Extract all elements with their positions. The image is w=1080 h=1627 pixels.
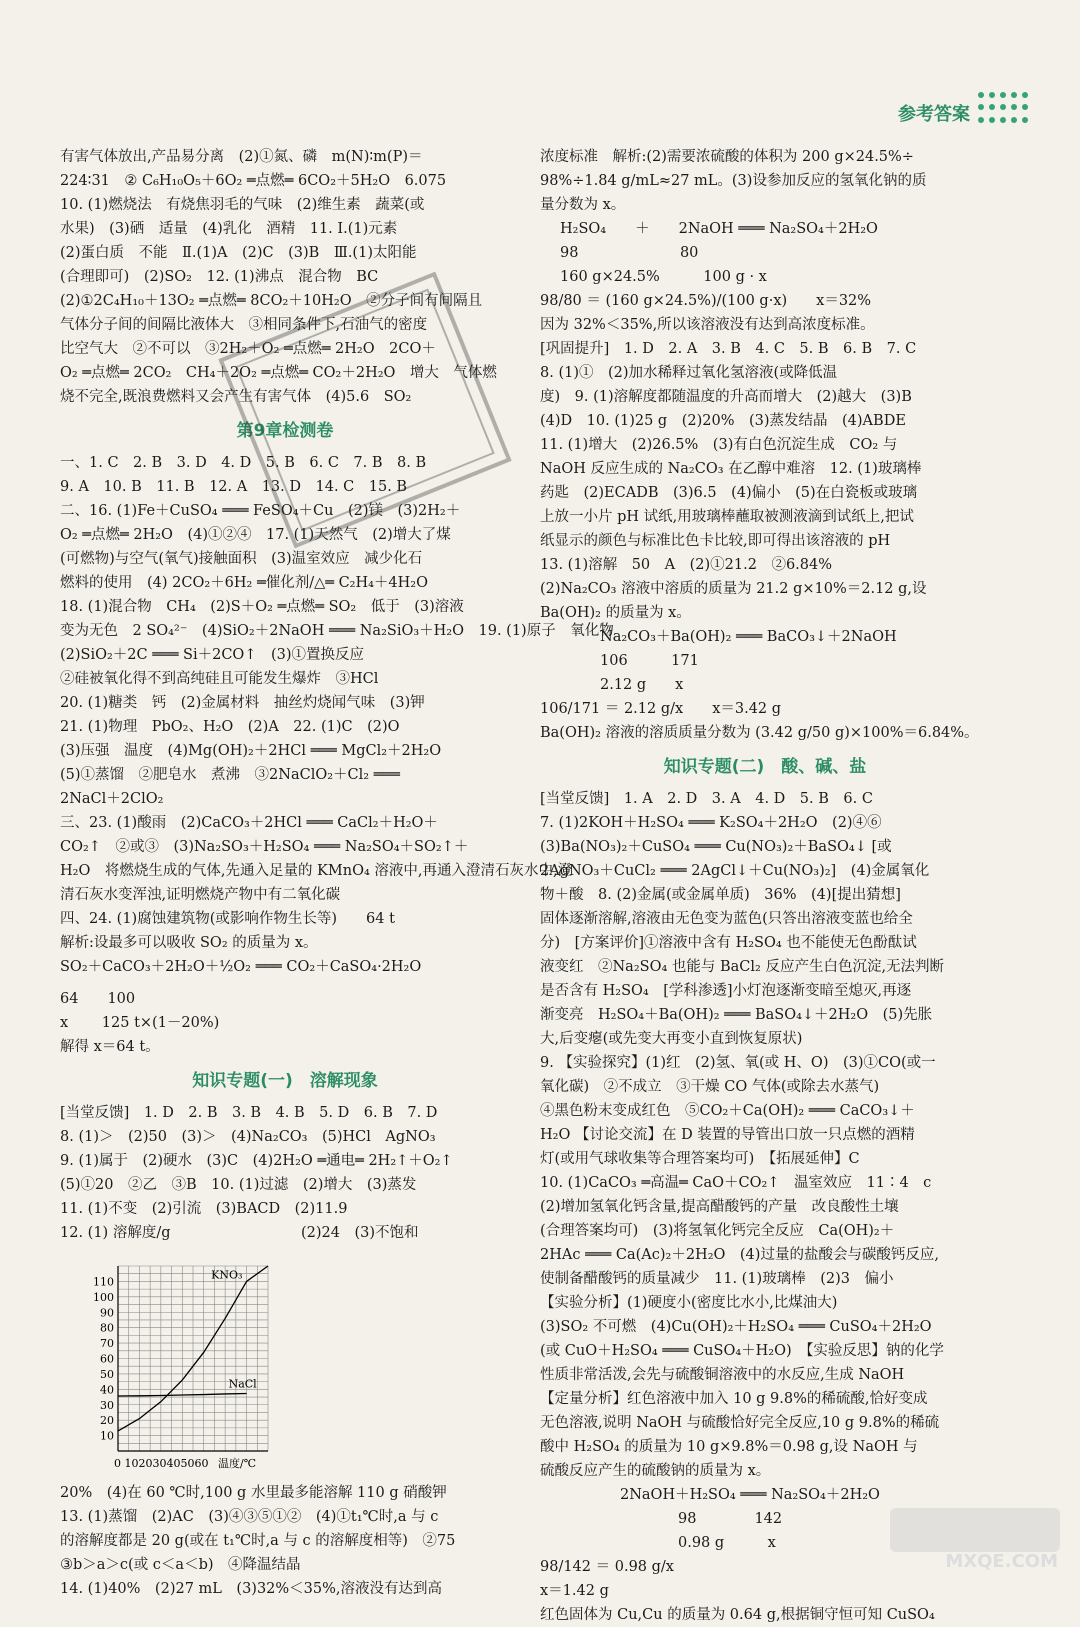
section-title-topic1: 知识专题(一) 溶解现象 <box>192 1071 378 1091</box>
text-line: 10. (1)燃烧法 有烧焦羽毛的气味 (2)维生素 蔬菜(或 <box>60 197 425 213</box>
eq-right3-line2: 98 142 <box>620 1511 783 1527</box>
text-line: (2)Na₂CO₃ 溶液中溶质的质量为 21.2 g×10%＝2.12 g,设 <box>540 581 927 597</box>
text-line: 98%÷1.84 g/mL≈27 mL。(3)设参加反应的氢氧化钠的质 <box>540 173 927 189</box>
text-line: O₂ ═点燃═ 2H₂O (4)①②④ 17. (1)天然气 (2)增大了煤 <box>60 527 451 543</box>
text-line: 11. (1)不变 (2)引流 (3)BACD (2)11.9 <box>60 1201 348 1217</box>
text-line: 水果) (3)硒 适量 (4)乳化 酒精 11. Ⅰ.(1)元素 <box>60 221 398 237</box>
text-line: Ba(OH)₂ 的质量为 x。 <box>540 605 691 621</box>
text-line: 的溶解度都是 20 g(或在 t₁℃时,a 与 c 的溶解度相等) ②75 <box>60 1533 456 1549</box>
text-line: 8. (1)① (2)加水稀释过氧化氢溶液(或降低温 <box>540 365 838 381</box>
left-text-block-4 <box>60 1481 510 1601</box>
y-tick-label: 10 <box>100 1429 114 1443</box>
text-line: 物＋酸 8. (2)金属(或金属单质) 36% (4)[提出猜想] <box>540 887 901 903</box>
text-line: 2HAc ═══ Ca(Ac)₂＋2H₂O (4)过量的盐酸会与碳酸钙反应, <box>540 1247 940 1263</box>
header-dots-decoration <box>978 92 1030 126</box>
text-line: 13. (1)溶解 50 A (2)①21.2 ②6.84% <box>540 557 833 573</box>
text-line: 灯(或用气球收集等合理答案均可) 【拓展延伸】C <box>540 1151 860 1167</box>
x-axis-label: 温度/℃ <box>218 1457 257 1470</box>
text-line: 因为 32%＜35%,所以该溶液没有达到高浓度标准。 <box>540 317 875 333</box>
text-line: [当堂反馈] 1. A 2. D 3. A 4. D 5. B 6. C <box>540 791 873 807</box>
text-line: 量分数为 x。 <box>540 197 626 213</box>
text-line: 性质非常活泼,会先与硫酸铜溶液中的水反应,生成 NaOH <box>540 1367 905 1383</box>
text-line: (2)增加氢氧化钙含量,提高醋酸钙的产量 改良酸性土壤 <box>540 1199 899 1215</box>
section-title-topic2: 知识专题(二) 酸、碱、盐 <box>663 757 867 777</box>
right-text-block-3 <box>540 787 990 1483</box>
text-line: (或 CuO＋H₂SO₄ ═══ CuSO₄＋H₂O) 【实验反思】钠的化学 <box>540 1343 944 1359</box>
text-line: 红色固体为 Cu,Cu 的质量为 0.64 g,根据铜守恒可知 CuSO₄ <box>540 1607 935 1623</box>
text-line: 无色溶液,说明 NaOH 与硫酸恰好完全反应,10 g 9.8%的稀硫 <box>540 1415 940 1431</box>
watermark-text: MXQE.COM <box>945 1551 1058 1572</box>
section-title-chapter9: 第9章检测卷 <box>236 421 334 441</box>
text-line: 2NaCl＋2ClO₂ <box>60 791 164 807</box>
frac-right1: 98/80 ＝ (160 g×24.5%)/(100 g·x) x＝32% <box>540 293 872 309</box>
text-line: ④黑色粉末变成红色 ⑤CO₂＋Ca(OH)₂ ═══ CaCO₃↓＋ <box>540 1103 915 1119</box>
eq24-result: 解得 x＝64 t。 <box>60 1039 160 1055</box>
text-line: 四、24. (1)腐蚀建筑物(或影响作物生长等) 64 t <box>60 911 395 927</box>
series-label-0: KNO₃ <box>211 1268 243 1282</box>
text-line: 清石灰水变浑浊,证明燃烧产物中有二氧化碳 <box>60 887 341 903</box>
text-line: [巩固提升] 1. D 2. A 3. B 4. C 5. B 6. B 7. C <box>540 341 917 357</box>
text-line: 12. (1) 溶解度/g (2)24 (3)不饱和 <box>60 1225 419 1241</box>
eq24-line1: SO₂＋CaCO₃＋2H₂O＋½O₂ ═══ CO₂＋CaSO₄·2H₂O <box>60 959 422 975</box>
text-line: O₂ ═点燃═ 2CO₂ CH₄＋2O₂ ═点燃═ CO₂＋2H₂O 增大 气体燃 <box>60 365 497 381</box>
solubility-chart <box>78 1251 318 1481</box>
text-line: 9. 【实验探究】(1)红 (2)氢、氧(或 H、O) (3)①CO(或一 <box>540 1055 936 1071</box>
text-line: (2)SiO₂＋2C ═══ Si＋2CO↑ (3)①置换反应 <box>60 647 365 663</box>
text-line: 10. (1)CaCO₃ ═高温═ CaO＋CO₂↑ 温室效应 11∶4 c <box>540 1175 932 1191</box>
text-line: 是否含有 H₂SO₄ [学科渗透]小灯泡逐渐变暗至熄灭,再逐 <box>540 983 912 999</box>
text-line: H₂O 【讨论交流】在 D 装置的导管出口放一只点燃的酒精 <box>540 1127 915 1143</box>
text-line: (3)SO₂ 不可燃 (4)Cu(OH)₂＋H₂SO₄ ═══ CuSO₄＋2H₂O <box>540 1319 932 1335</box>
text-line: 硫酸反应产生的硫酸钠的质量为 x。 <box>540 1463 771 1479</box>
text-line: (合理答案均可) (3)将氢氧化钙完全反应 Ca(OH)₂＋ <box>540 1223 895 1239</box>
y-tick-label: 110 <box>93 1275 114 1289</box>
frac-right4: 98/142 ＝ 0.98 g/x <box>540 1559 674 1575</box>
text-line: H₂O 将燃烧生成的气体,先通入足量的 KMnO₄ 溶液中,再通入澄清石灰水中,澄 <box>60 863 573 879</box>
left-text-block-2 <box>60 451 614 955</box>
text-line: (5)①20 ②乙 ③B 10. (1)过滤 (2)增大 (3)蒸发 <box>60 1177 417 1193</box>
text-line: x＝1.42 g <box>540 1583 609 1599</box>
left-text-block-1 <box>60 145 510 409</box>
text-line: 二、16. (1)Fe＋CuSO₄ ═══ FeSO₄＋Cu (2)镁 (3)2H₂＋ <box>60 503 461 519</box>
y-tick-label: 100 <box>93 1290 114 1304</box>
text-line: (3)Ba(NO₃)₂＋CuSO₄ ═══ Cu(NO₃)₂＋BaSO₄↓ [或 <box>540 839 892 855</box>
text-line: (2)①2C₄H₁₀＋13O₂ ═点燃═ 8CO₂＋10H₂O ②分子间有间隔且 <box>60 293 483 309</box>
text-line: 纸显示的颜色与标准比色卡比较,即可得出该溶液的 pH <box>540 533 891 549</box>
eq24-line3: x 125 t×(1－20%) <box>60 1015 220 1031</box>
right-text-block-2 <box>540 313 990 625</box>
text-line: 21. (1)物理 PbO₂、H₂O (2)A 22. (1)C (2)O <box>60 719 400 735</box>
text-line: (3)压强 温度 (4)Mg(OH)₂＋2HCl ═══ MgCl₂＋2H₂O <box>60 743 442 759</box>
text-line: 大,后变瘪(或先变大再变小直到恢复原状) <box>540 1031 803 1047</box>
text-line: 变为无色 2 SO₄²⁻ (4)SiO₂＋2NaOH ═══ Na₂SiO₃＋H₂O 19. (1)原子 氧化物 <box>60 623 614 639</box>
text-line: 解析:设最多可以吸收 SO₂ 的质量为 x。 <box>60 935 318 951</box>
text-line: 224∶31 ② C₆H₁₀O₅＋6O₂ ═点燃═ 6CO₂＋5H₂O 6.075 <box>60 173 447 189</box>
page-header-title: 参考答案 <box>898 104 970 125</box>
text-line: (合理即可) (2)SO₂ 12. (1)沸点 混合物 BC <box>60 269 379 285</box>
text-line: (5)①蒸馏 ②肥皂水 煮沸 ③2NaClO₂＋Cl₂ ═══ <box>60 767 400 783</box>
y-tick-label: 60 <box>100 1352 114 1366</box>
y-tick-label: 70 <box>100 1337 114 1351</box>
series-label-1: NaCl <box>228 1377 257 1391</box>
text-line: 7. (1)2KOH＋H₂SO₄ ═══ K₂SO₄＋2H₂O (2)④⑥ <box>540 815 882 831</box>
text-line: 20% (4)在 60 ℃时,100 g 水里最多能溶解 110 g 硝酸钾 <box>60 1485 447 1501</box>
text-line: ③b＞a＞c(或 c＜a＜b) ④降温结晶 <box>60 1557 301 1573</box>
text-line: 18. (1)混合物 CH₄ (2)S＋O₂ ═点燃═ SO₂ 低于 (3)溶液 <box>60 599 464 615</box>
text-line: 使制备醋酸钙的质量减少 11. (1)玻璃棒 (2)3 偏小 <box>540 1271 894 1287</box>
text-line: 燃料的使用 (4) 2CO₂＋6H₂ ═催化剂/△═ C₂H₄＋4H₂O <box>60 575 429 591</box>
left-text-block-3 <box>60 1101 510 1245</box>
x-tick-labels: 0 102030405060 <box>114 1457 209 1470</box>
text-line: 一、1. C 2. B 3. D 4. D 5. B 6. C 7. B 8. B <box>60 455 427 471</box>
text-line: 氧化碳) ②不成立 ③干燥 CO 气体(或除去水蒸气) <box>540 1079 880 1095</box>
eq-right1-line1: H₂SO₄ ＋ 2NaOH ═══ Na₂SO₄＋2H₂O <box>560 221 878 237</box>
y-tick-label: 20 <box>100 1414 114 1428</box>
right-text-block-4 <box>540 1579 990 1627</box>
right-text-block-1 <box>540 145 990 217</box>
text-line: 液变红 ②Na₂SO₄ 也能与 BaCl₂ 反应产生白色沉淀,无法判断 <box>540 959 945 975</box>
text-line: 8. (1)＞ (2)50 (3)＞ (4)Na₂CO₃ (5)HCl AgNO₃ <box>60 1129 436 1145</box>
text-line: 三、23. (1)酸雨 (2)CaCO₃＋2HCl ═══ CaCl₂＋H₂O＋ <box>60 815 438 831</box>
text-line: NaOH 反应生成的 Na₂CO₃ 在乙醇中难溶 12. (1)玻璃棒 <box>540 461 922 477</box>
text-line: 气体分子间的间隔比液体大 ③相同条件下,石油气的密度 <box>60 317 428 333</box>
text-line: 9. (1)属于 (2)硬水 (3)C (4)2H₂O ═通电═ 2H₂↑＋O₂↑ <box>60 1153 453 1169</box>
text-line: (2)蛋白质 不能 Ⅱ.(1)A (2)C (3)B Ⅲ.(1)太阳能 <box>60 245 417 261</box>
text-line: 分) [方案评价]①溶液中含有 H₂SO₄ 也不能使无色酚酞试 <box>540 935 917 951</box>
frac-right2: 106/171 ＝ 2.12 g/x x＝3.42 g <box>540 701 782 717</box>
text-line: 固体逐渐溶解,溶液由无色变为蓝色(只答出溶液变蓝也给全 <box>540 911 913 927</box>
text-line: 浓度标准 解析:(2)需要浓硫酸的体积为 200 g×24.5%÷ <box>540 149 914 165</box>
text-line: 药匙 (2)ECADB (3)6.5 (4)偏小 (5)在白瓷板或玻璃 <box>540 485 918 501</box>
text-line: 14. (1)40% (2)27 mL (3)32%＜35%,溶液没有达到高 <box>60 1581 443 1597</box>
frac-right3: Ba(OH)₂ 溶液的溶质质量分数为 (3.42 g/50 g)×100%＝6.84%。 <box>540 725 979 741</box>
y-tick-label: 30 <box>100 1398 114 1412</box>
text-line: (可燃物)与空气(氧气)接触面积 (3)温室效应 减少化石 <box>60 551 423 567</box>
text-line: 【实验分析】(1)硬度小(密度比水小,比煤油大) <box>540 1295 838 1311</box>
right-column <box>540 145 990 1627</box>
text-line: 20. (1)糖类 钙 (2)金属材料 抽丝灼烧闻气味 (3)钾 <box>60 695 425 711</box>
text-line: 11. (1)增大 (2)26.5% (3)有白色沉淀生成 CO₂ 与 <box>540 437 898 453</box>
eq-right2-line1: Na₂CO₃＋Ba(OH)₂ ═══ BaCO₃↓＋2NaOH <box>600 629 897 645</box>
text-line: 渐变亮 H₂SO₄＋Ba(OH)₂ ═══ BaSO₄↓＋2H₂O (5)先胀 <box>540 1007 933 1023</box>
text-line: [当堂反馈] 1. D 2. B 3. B 4. B 5. D 6. B 7. D <box>60 1105 438 1121</box>
y-tick-label: 50 <box>100 1367 114 1381</box>
text-line: (4)D 10. (1)25 g (2)20% (3)蒸发结晶 (4)ABDE <box>540 413 906 429</box>
y-tick-label: 40 <box>100 1383 114 1397</box>
text-line: 有害气体放出,产品易分离 (2)①氮、磷 m(N)∶m(P)＝ <box>60 149 423 165</box>
eq-right2-line2: 106 171 <box>600 653 699 669</box>
eq-right3-line1: 2NaOH＋H₂SO₄ ═══ Na₂SO₄＋2H₂O <box>620 1487 880 1503</box>
eq-right2-line3: 2.12 g x <box>600 677 684 693</box>
y-tick-label: 90 <box>100 1306 114 1320</box>
text-line: 度) 9. (1)溶解度都随温度的升高而增大 (2)越大 (3)B <box>540 389 912 405</box>
text-line: 2AgNO₃＋CuCl₂ ═══ 2AgCl↓＋Cu(NO₃)₂] (4)金属氧化 <box>540 863 930 879</box>
text-line: 9. A 10. B 11. B 12. A 13. D 14. C 15. B <box>60 479 408 495</box>
text-line: 酸中 H₂SO₄ 的质量为 10 g×9.8%＝0.98 g,设 NaOH 与 <box>540 1439 918 1455</box>
text-line: 【定量分析】红色溶液中加入 10 g 9.8%的稀硫酸,恰好变成 <box>540 1391 928 1407</box>
text-line: 比空气大 ②不可以 ③2H₂＋O₂ ═点燃═ 2H₂O 2CO＋ <box>60 341 436 357</box>
y-tick-label: 80 <box>100 1321 114 1335</box>
text-line: 烧不完全,既浪费燃料又会产生有害气体 (4)5.6 SO₂ <box>60 389 412 405</box>
text-line: CO₂↑ ②或③ (3)Na₂SO₃＋H₂SO₄ ═══ Na₂SO₄＋SO₂↑＋ <box>60 839 469 855</box>
eq24-line2: 64 100 <box>60 991 136 1007</box>
eq-right1-line3: 160 g×24.5% 100 g · x <box>560 269 767 285</box>
solubility-chart-svg <box>78 1251 318 1481</box>
eq-right1-line2: 98 80 <box>560 245 699 261</box>
text-line: 13. (1)蒸馏 (2)AC (3)④③⑤①② (4)①t₁℃时,a 与 c <box>60 1509 439 1525</box>
text-line: 上放一小片 pH 试纸,用玻璃棒蘸取被测液滴到试纸上,把试 <box>540 509 914 525</box>
eq-right3-line3: 0.98 g x <box>620 1535 776 1551</box>
text-line: ②硅被氧化得不到高纯硅且可能发生爆炸 ③HCl <box>60 671 379 687</box>
